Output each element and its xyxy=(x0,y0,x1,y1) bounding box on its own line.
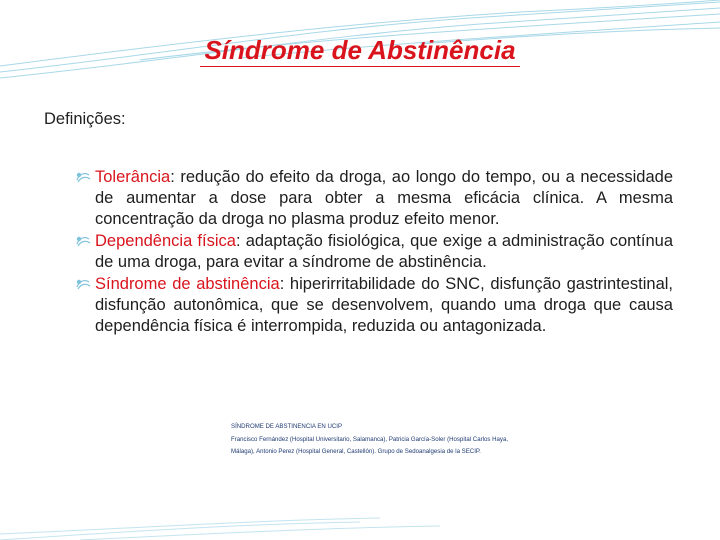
slide-title: Síndrome de Abstinência xyxy=(0,34,720,67)
citation-title: SÍNDROME DE ABSTINENCIA EN UCIP xyxy=(231,423,343,430)
definition-text: : adaptação fisiológica, que exige a administração contínua de uma droga, para evitar a síndrome de abstinência. xyxy=(95,232,674,271)
definition-term: Dependência física xyxy=(95,232,236,250)
definitions-heading: Definições: xyxy=(44,110,126,128)
definition-dependencia-fisica xyxy=(75,231,673,273)
definition-tolerancia xyxy=(75,167,673,230)
source-citation xyxy=(231,421,621,459)
citation-authors-line1: Francisco Fernández (Hospital Universitario, Salamanca), Patricia García-Soler (Hospital Carlos Haya, xyxy=(231,435,509,443)
sun-swirl-bullet-icon xyxy=(75,234,91,248)
definitions-list xyxy=(75,167,673,338)
definition-text: : redução do efeito da droga, ao longo do tempo, ou a necessidade de aumentar a dose para obter a mesma eficácia clínica. A mesma concentração da droga no plasma produz efeito menor. xyxy=(95,168,673,228)
definition-sindrome-abstinencia xyxy=(75,274,673,337)
definition-term: Tolerância xyxy=(95,168,171,186)
sun-swirl-bullet-icon xyxy=(75,277,91,291)
definition-term: Síndrome de abstinência xyxy=(95,275,280,293)
definition-text: : hiperirritabilidade do SNC, disfunção gastrintestinal, disfunção autonômica, que se desenvolvem, quando uma droga que causa dependência física é interrompida, reduzida ou antagonizada. xyxy=(95,275,674,335)
sun-swirl-bullet-icon xyxy=(75,170,91,184)
citation-authors-line2: Málaga), Antonio Perez (Hospital General, Castellón). Grupo de Sedoanalgesia de la SECIP. xyxy=(231,448,481,455)
